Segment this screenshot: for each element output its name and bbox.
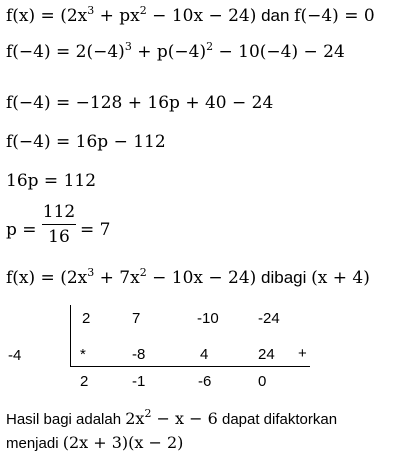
connector-text: dibagi [256, 268, 312, 287]
conclusion-line-1 [6, 409, 337, 430]
exponent: 2 [139, 4, 147, 17]
math-expr: + px [94, 6, 140, 26]
division-vertical-line [70, 305, 71, 367]
math-expr: f(x) = (2x [6, 6, 88, 26]
line-expanded [6, 93, 273, 113]
coef-cell: 2 [82, 310, 91, 327]
math-expr: 2x [125, 409, 145, 428]
math-expr: − 10x − 24) [146, 6, 257, 26]
math-expr: − x − 6 [151, 409, 218, 428]
fraction-numerator: 112 [42, 202, 76, 222]
division-horizontal-line [70, 366, 310, 367]
math-expr: f(−4) = 16p − 112 [6, 132, 166, 152]
conclusion-text: menjadi [6, 435, 63, 452]
math-expr: f(−4) = −128 + 16p + 40 − 24 [6, 93, 274, 113]
exponent: 3 [87, 266, 95, 279]
result-cell: 0 [258, 373, 267, 390]
divisor: -4 [8, 347, 22, 364]
line-simplified [6, 132, 166, 152]
result-cell: -1 [132, 373, 146, 390]
exponent: 2 [139, 266, 147, 279]
math-expr: (2x + 3)(x − 2) [62, 433, 184, 452]
math-expr: f(x) = (2x [6, 268, 88, 288]
math-expr: f(−4) = 0 [294, 6, 375, 26]
line-solve-p-left [6, 220, 37, 240]
fraction [40, 202, 78, 247]
coef-cell: -24 [258, 310, 280, 327]
math-expr: (x + 4) [311, 268, 370, 288]
conclusion-text: Hasil bagi adalah [6, 411, 126, 428]
math-expr: p = [6, 220, 37, 240]
math-expr: f(−4) = 2(−4) [6, 42, 125, 62]
coef-cell: 7 [132, 310, 141, 327]
coef-cell: -10 [197, 310, 219, 327]
line-solve-p-right [80, 220, 110, 240]
exponent: 2 [144, 407, 152, 420]
math-expr: = 7 [80, 220, 111, 240]
result-cell: -6 [198, 373, 212, 390]
math-expr: 16p = 112 [6, 171, 97, 191]
fraction-denominator: 16 [48, 227, 70, 247]
product-cell: 4 [200, 346, 209, 363]
connector-text: dan [256, 6, 295, 25]
result-cell: 2 [80, 373, 89, 390]
conclusion-line-2 [6, 433, 183, 454]
math-expr: − 10x − 24) [146, 268, 257, 288]
fraction-bar [42, 224, 76, 225]
line-division-statement [6, 268, 370, 288]
conclusion-text: dapat difaktorkan [217, 411, 338, 428]
exponent: 2 [206, 40, 214, 53]
exponent: 3 [87, 4, 95, 17]
line-substitution [6, 42, 345, 62]
product-cell: -8 [132, 346, 146, 363]
exponent: 3 [124, 40, 132, 53]
product-cell: * [80, 346, 86, 363]
line-function-definition [6, 6, 375, 26]
line-equation [6, 171, 96, 191]
plus-sign: + [298, 345, 307, 362]
math-expr: + 7x [94, 268, 140, 288]
math-expr: − 10(−4) − 24 [213, 42, 345, 62]
product-cell: 24 [258, 346, 275, 363]
math-expr: + p(−4) [131, 42, 207, 62]
